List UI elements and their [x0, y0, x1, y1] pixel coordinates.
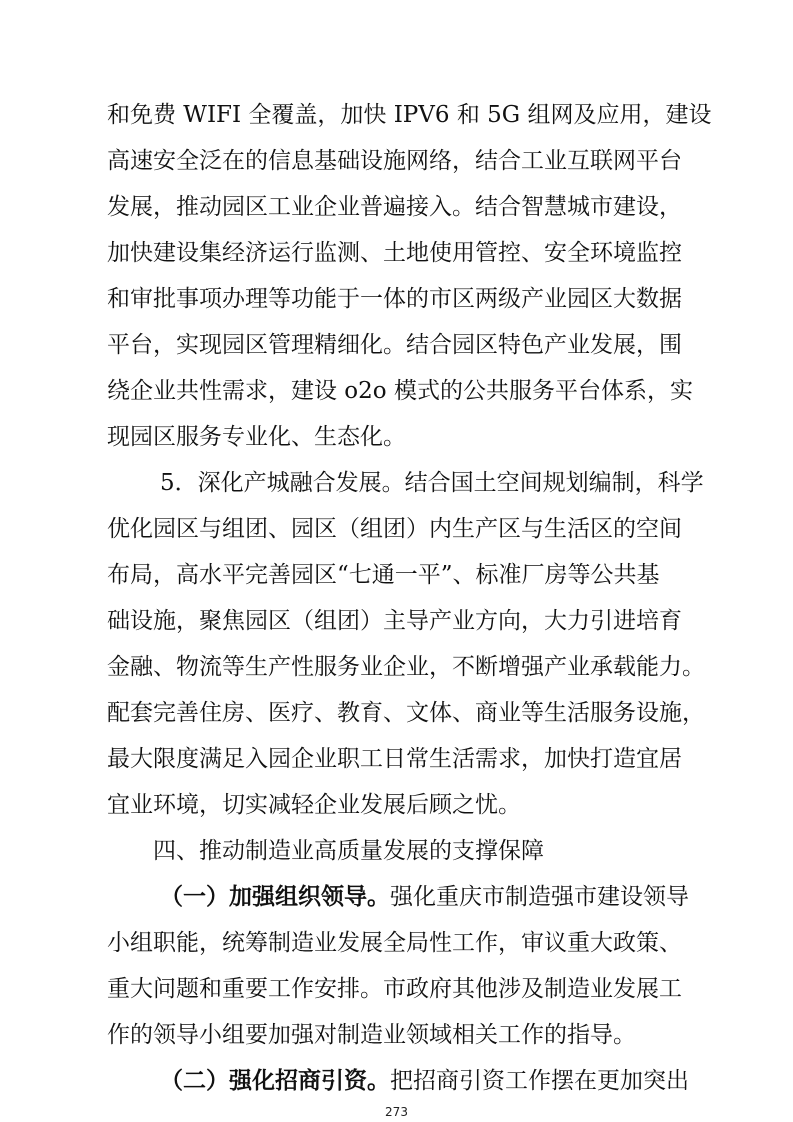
text-line — [0, 879, 793, 915]
line-text: 现园区服务专业化、生态化。 — [107, 424, 406, 450]
line-text — [160, 879, 689, 915]
text-line — [0, 971, 793, 1007]
text-line — [0, 925, 793, 961]
line-text: 小组职能，统筹制造业发展全局性工作，审议重大政策、 — [107, 930, 682, 956]
line-text: 础设施，聚焦园区（组团）主导产业方向，大力引进培育 — [107, 608, 682, 634]
text-line — [0, 465, 793, 501]
line-text: 宜业环境，切实减轻企业发展后顾之忧。 — [107, 792, 521, 818]
text-line — [0, 603, 793, 639]
line-text: 绕企业共性需求，建设 o2o 模式的公共服务平台体系，实 — [107, 378, 693, 404]
line-text: 平台，实现园区管理精细化。结合园区特色产业发展，围 — [107, 332, 682, 358]
line-text: 优化园区与组团、园区（组团）内生产区与生活区的空间 — [107, 516, 682, 542]
line-text: 发展，推动园区工业企业普遍接入。结合智慧城市建设， — [107, 194, 682, 220]
text-line — [0, 235, 793, 271]
text-line — [0, 511, 793, 547]
section-heading-text: 四、推动制造业高质量发展的支撑保障 — [153, 838, 544, 864]
line-text: 加快建设集经济运行监测、土地使用管控、安全环境监控 — [107, 240, 682, 266]
line-text: 和审批事项办理等功能于一体的市区两级产业园区大数据 — [107, 286, 682, 312]
line-text: 和免费 WIFI 全覆盖，加快 IPV6 和 5G 组网及应用，建设 — [107, 102, 712, 128]
text-line — [0, 741, 793, 777]
line-text: 重大问题和重要工作安排。市政府其他涉及制造业发展工 — [107, 976, 682, 1002]
text-line — [0, 649, 793, 685]
text-line — [0, 373, 793, 409]
subsection-title: （二）强化招商引资。 — [160, 1068, 390, 1094]
page-number: 273 — [385, 1105, 408, 1119]
line-text: 最大限度满足入园企业职工日常生活需求，加快打造宜居 — [107, 746, 682, 772]
text-line — [0, 695, 793, 731]
section-heading — [0, 833, 793, 869]
text-line — [0, 327, 793, 363]
line-text: 作的领导小组要加强对制造业领域相关工作的指导。 — [107, 1022, 636, 1048]
line-text: 5．深化产城融合发展。结合国土空间规划编制，科学 — [160, 470, 704, 496]
text-line — [0, 419, 793, 455]
text-line — [0, 1063, 793, 1099]
text-line — [0, 1017, 793, 1053]
line-text — [160, 1063, 689, 1099]
line-text: 金融、物流等生产性服务业企业，不断增强产业承载能力。 — [107, 654, 705, 680]
text-line — [0, 787, 793, 823]
text-line — [0, 189, 793, 225]
line-text: 高速安全泛在的信息基础设施网络，结合工业互联网平台 — [107, 148, 682, 174]
subsection-body: 强化重庆市制造强市建设领导 — [390, 884, 689, 910]
text-line — [0, 281, 793, 317]
subsection-title: （一）加强组织领导。 — [160, 884, 390, 910]
text-line — [0, 143, 793, 179]
line-text: 配套完善住房、医疗、教育、文体、商业等生活服务设施， — [107, 700, 705, 726]
text-line — [0, 97, 793, 133]
line-text: 布局，高水平完善园区“七通一平”、标准厂房等公共基 — [107, 562, 660, 588]
subsection-body: 把招商引资工作摆在更加突出 — [390, 1068, 689, 1094]
text-line — [0, 557, 793, 593]
